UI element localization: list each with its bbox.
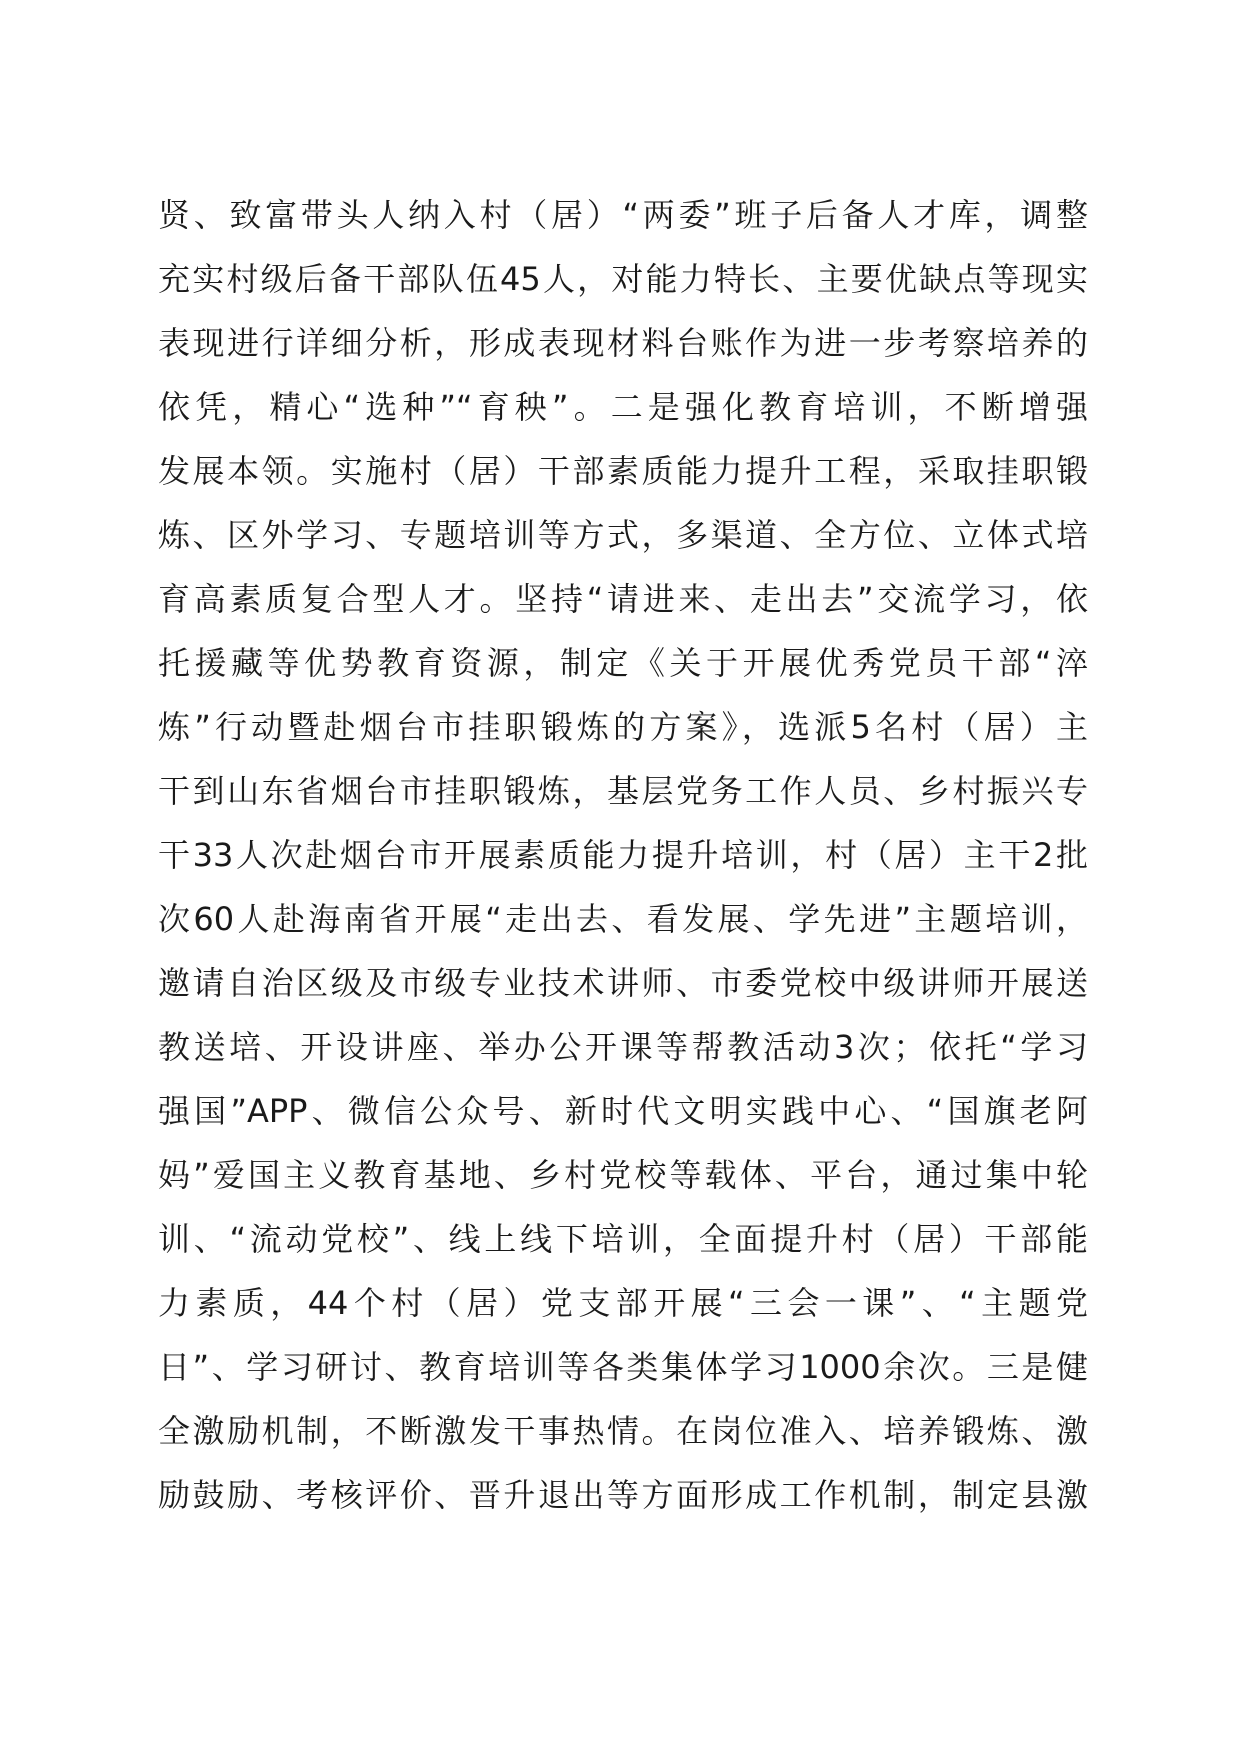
- body-paragraph: [158, 183, 1088, 1527]
- text-line: 训、“流动党校”、线上线下培训，全面提升村（居）干部能: [158, 1220, 1088, 1258]
- text-line: 日”、学习研讨、教育培训等各类集体学习1000余次。三是健: [158, 1348, 1088, 1386]
- text-line: 邀请自治区级及市级专业技术讲师、市委党校中级讲师开展送: [158, 964, 1088, 1002]
- text-line: 发展本领。实施村（居）干部素质能力提升工程，采取挂职锻: [158, 452, 1088, 490]
- text-line: 依凭，精心“选种”“育秧”。二是强化教育培训，不断增强: [158, 388, 1088, 426]
- text-line: 炼、区外学习、专题培训等方式，多渠道、全方位、立体式培: [158, 516, 1088, 554]
- text-line: 贤、致富带头人纳入村（居）“两委”班子后备人才库，调整: [158, 196, 1088, 234]
- text-line: 表现进行详细分析，形成表现材料台账作为进一步考察培养的: [158, 324, 1088, 362]
- text-line: 干到山东省烟台市挂职锻炼，基层党务工作人员、乡村振兴专: [158, 772, 1088, 810]
- text-line: 干33人次赴烟台市开展素质能力提升培训，村（居）主干2批: [158, 836, 1088, 874]
- text-line: 次60人赴海南省开展“走出去、看发展、学先进”主题培训，: [158, 900, 1088, 938]
- text-line: 托援藏等优势教育资源，制定《关于开展优秀党员干部“淬: [158, 644, 1088, 682]
- text-line: 励鼓励、考核评价、晋升退出等方面形成工作机制，制定县激: [158, 1476, 1088, 1514]
- text-line: 充实村级后备干部队伍45人，对能力特长、主要优缺点等现实: [158, 260, 1088, 298]
- text-line: 育高素质复合型人才。坚持“请进来、走出去”交流学习，依: [158, 580, 1088, 618]
- text-line: 全激励机制，不断激发干事热情。在岗位准入、培养锻炼、激: [158, 1412, 1088, 1450]
- text-line: 炼”行动暨赴烟台市挂职锻炼的方案》，选派5名村（居）主: [158, 708, 1088, 746]
- text-line: 力素质，44个村（居）党支部开展“三会一课”、“主题党: [158, 1284, 1088, 1322]
- text-line: 妈”爱国主义教育基地、乡村党校等载体、平台，通过集中轮: [158, 1156, 1088, 1194]
- text-line: 教送培、开设讲座、举办公开课等帮教活动3次；依托“学习: [158, 1028, 1088, 1066]
- text-line: 强国”APP、微信公众号、新时代文明实践中心、“国旗老阿: [158, 1092, 1088, 1130]
